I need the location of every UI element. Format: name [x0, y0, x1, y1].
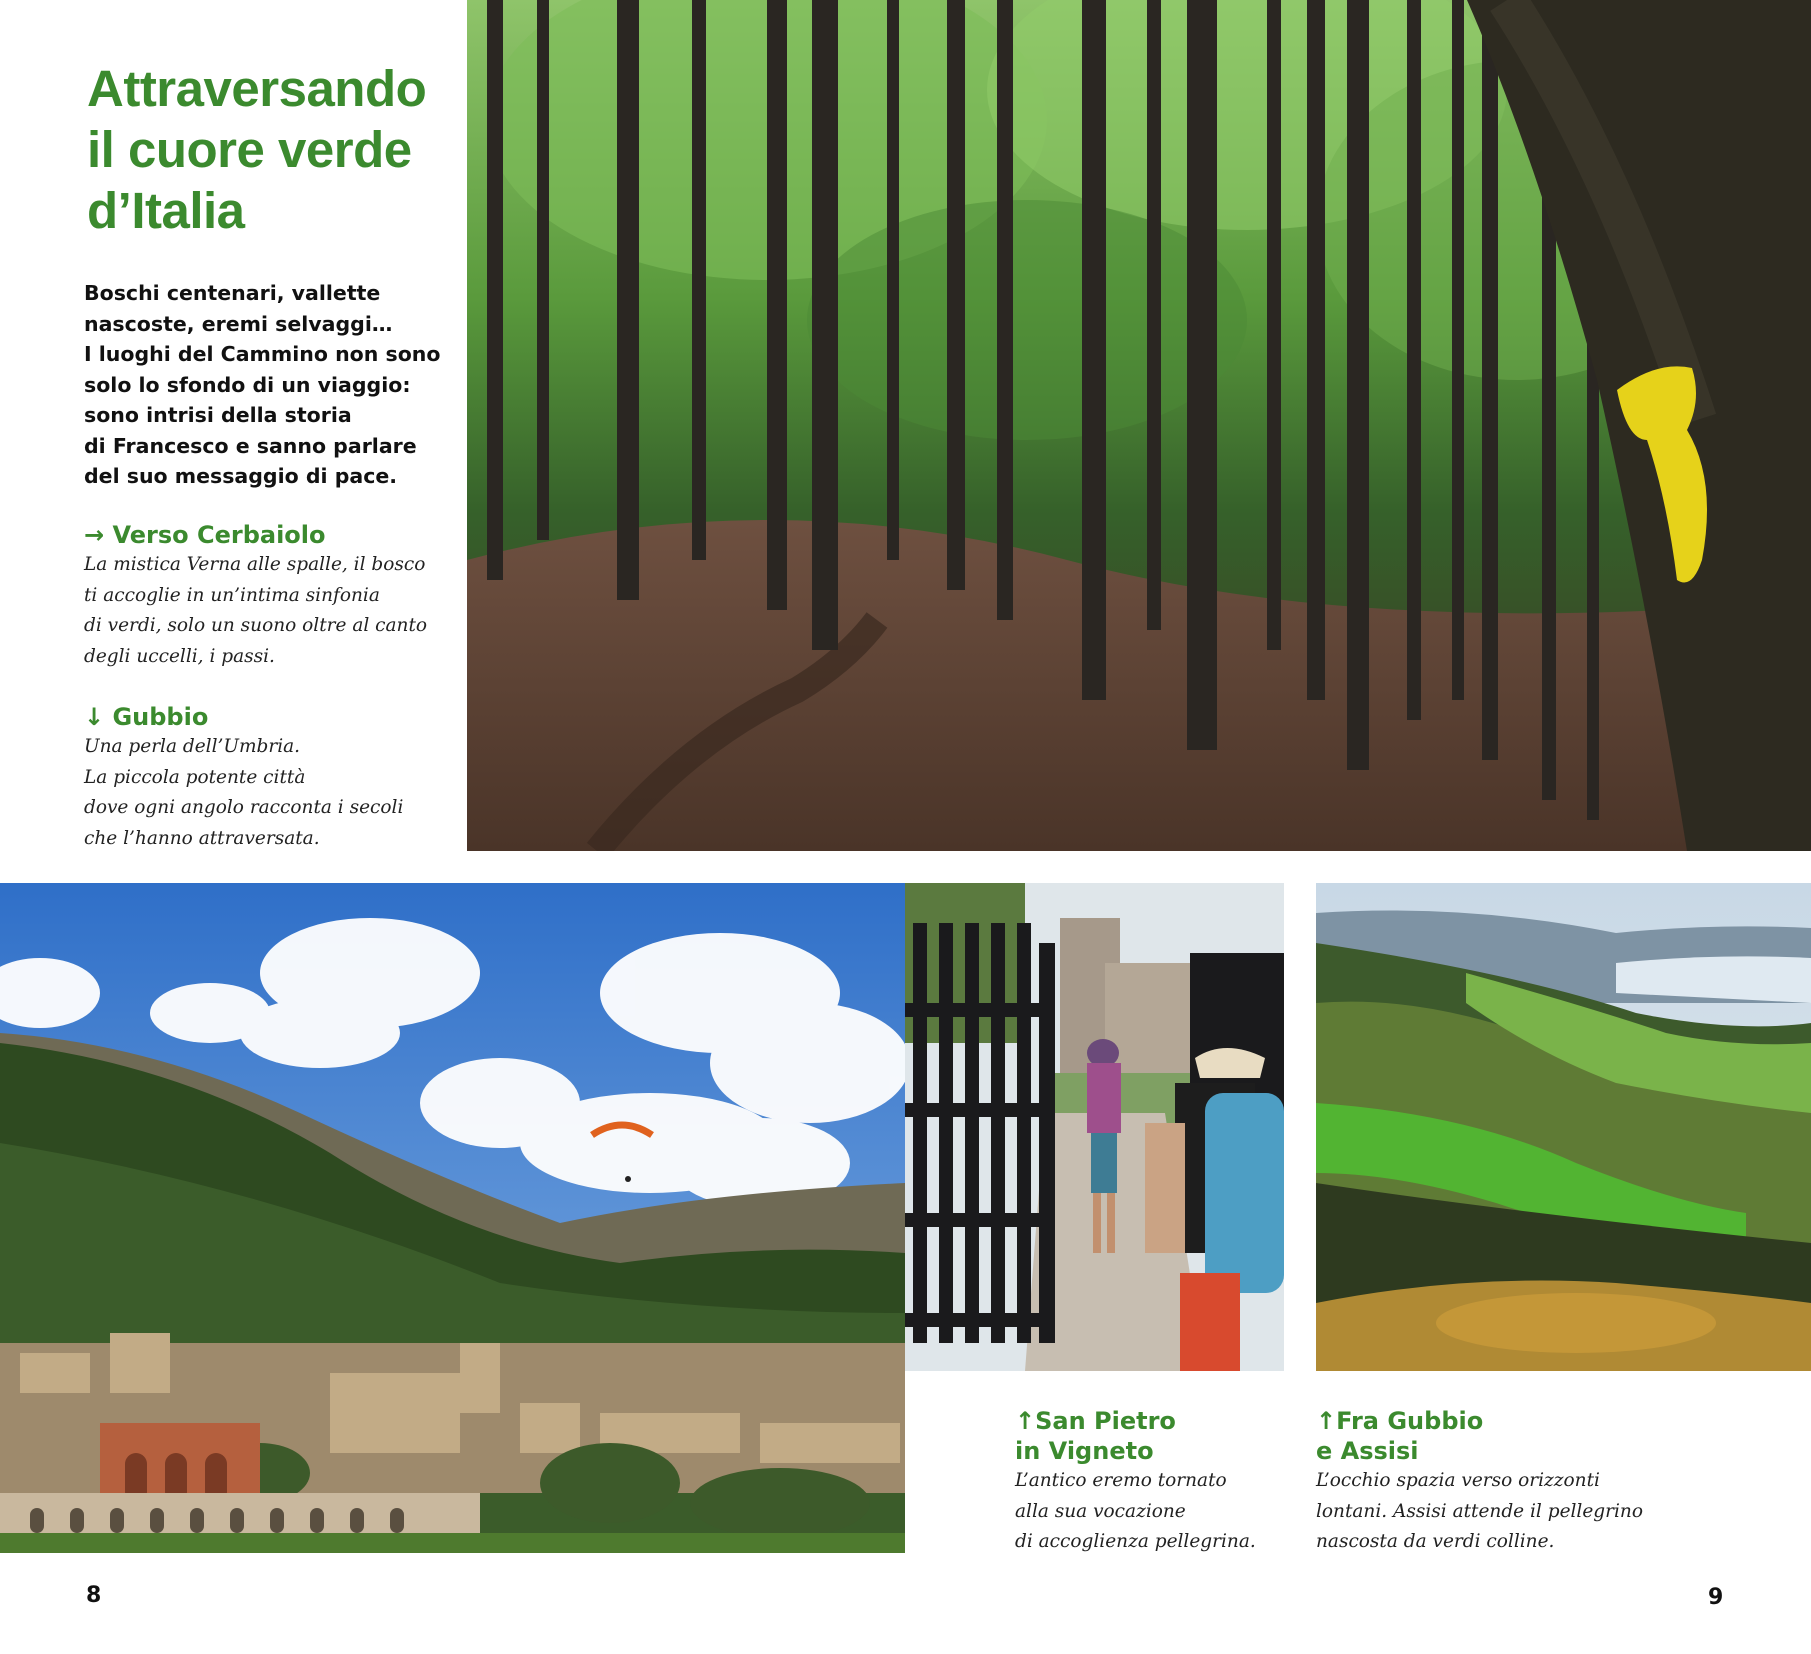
title-line: Attraversando [87, 60, 427, 117]
san-pietro-photo [905, 883, 1284, 1371]
intro-line: Boschi centenari, vallette [84, 281, 381, 305]
caption-line: di accoglienza pellegrina. [1015, 1531, 1256, 1552]
caption-heading: ↓ Gubbio [84, 703, 209, 731]
caption-text [84, 550, 464, 672]
caption-heading [1316, 1406, 1736, 1466]
page-title [87, 58, 457, 241]
title-line: d’Italia [87, 182, 245, 239]
caption-line: dove ogni angolo racconta i secoli [84, 797, 404, 818]
caption-line: L’occhio spazia verso orizzonti [1316, 1470, 1600, 1491]
caption-line: nascosta da verdi colline. [1316, 1531, 1555, 1552]
caption-text [1316, 1466, 1736, 1558]
caption-heading-line: in Vigneto [1015, 1437, 1154, 1465]
gubbio-photo [0, 883, 905, 1553]
caption-san-pietro [1015, 1406, 1315, 1558]
page-number-left: 8 [86, 1583, 102, 1608]
forest-photo [467, 0, 1811, 851]
intro-line: sono intrisi della storia [84, 403, 352, 427]
caption-line: di verdi, solo un suono oltre al canto [84, 615, 428, 636]
hills-photo [1316, 883, 1811, 1371]
intro-line: del suo messaggio di pace. [84, 464, 398, 488]
caption-text [1015, 1466, 1315, 1558]
title-line: il cuore verde [87, 121, 412, 178]
intro-line: nascoste, eremi selvaggi… [84, 311, 393, 336]
caption-fra-gubbio [1316, 1406, 1736, 1558]
caption-line: ti accoglie in un’intima sinfonia [84, 584, 380, 606]
caption-heading: → Verso Cerbaiolo [84, 521, 326, 549]
caption-line: L’antico eremo tornato [1015, 1470, 1227, 1491]
intro-line: I luoghi del Cammino non sono [84, 342, 441, 366]
caption-line: degli uccelli, i passi. [84, 645, 275, 667]
caption-line: lontani. Assisi attende il pellegrino [1316, 1500, 1643, 1522]
caption-text [84, 732, 464, 854]
caption-line: che l’hanno attraversata. [84, 827, 320, 849]
intro-line: di Francesco e sanno parlare [84, 433, 417, 458]
caption-gubbio [84, 702, 464, 854]
caption-line: La piccola potente città [84, 766, 306, 788]
caption-cerbaiolo [84, 520, 464, 672]
caption-heading [1015, 1406, 1315, 1466]
caption-heading-line: ↑San Pietro [1015, 1407, 1176, 1435]
caption-line: Una perla dell’Umbria. [84, 736, 301, 757]
caption-line: La mistica Verna alle spalle, il bosco [84, 554, 426, 575]
intro-line: solo lo sfondo di un viaggio: [84, 372, 411, 397]
page-number-right: 9 [1708, 1585, 1724, 1610]
caption-heading-line: ↑Fra Gubbio [1316, 1407, 1484, 1435]
intro-paragraph [84, 278, 464, 492]
caption-heading-line: e Assisi [1316, 1437, 1419, 1465]
caption-line: alla sua vocazione [1015, 1500, 1186, 1522]
